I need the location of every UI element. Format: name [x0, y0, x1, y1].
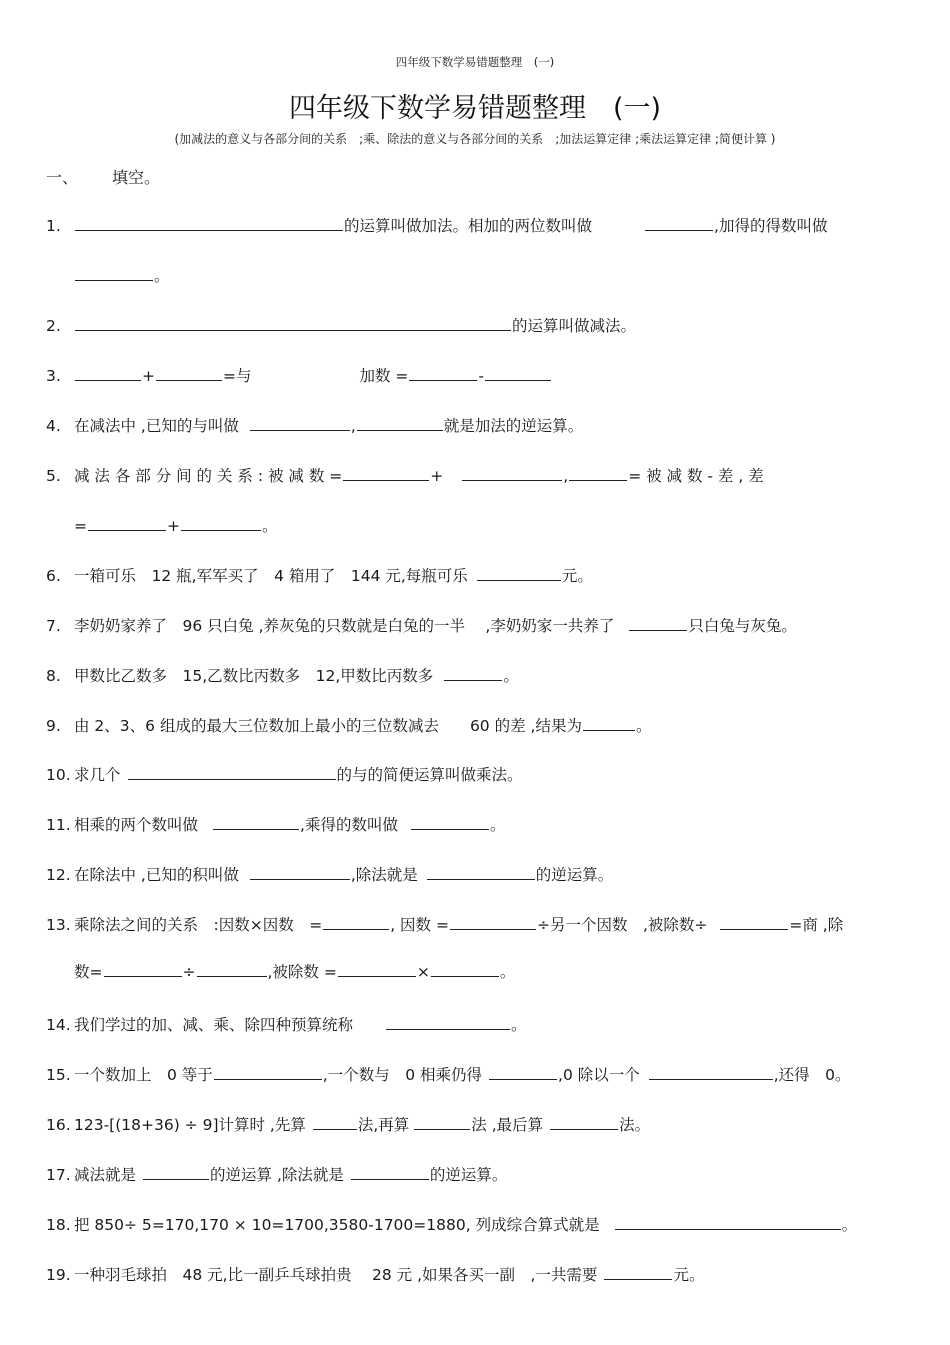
question-text: 甲数比乙数多 15,乙数比丙数多 12,甲数比丙数多: [74, 667, 434, 685]
answer-blank[interactable]: [583, 716, 635, 731]
question-10: [46, 765, 523, 785]
answer-blank[interactable]: [338, 962, 416, 977]
answer-blank[interactable]: [250, 865, 350, 880]
answer-blank[interactable]: [128, 765, 336, 780]
question-text: ,加得的得数叫做: [714, 217, 828, 235]
question-text: 的与的简便运算叫做乘法。: [336, 766, 523, 784]
question-7: [46, 616, 797, 636]
question-text: 的逆运算。: [535, 866, 614, 884]
answer-blank[interactable]: [550, 1115, 618, 1130]
question-text: 一个数加上 0 等于: [74, 1066, 213, 1084]
question-text: 在除法中 ,已知的积叫做: [74, 866, 239, 884]
answer-blank[interactable]: [431, 962, 499, 977]
question-text: 求几个: [74, 766, 121, 784]
question-4: [46, 416, 583, 436]
answer-blank[interactable]: [720, 915, 788, 930]
question-text: =与: [223, 367, 252, 385]
page-title: 四年级下数学易错题整理 (一): [288, 93, 662, 124]
question-number: 13.: [46, 916, 71, 934]
question-number: 14.: [46, 1016, 71, 1034]
question-text: ,被除数 =: [267, 963, 337, 981]
answer-blank[interactable]: [343, 466, 429, 481]
answer-blank[interactable]: [489, 1065, 557, 1080]
answer-blank[interactable]: [444, 666, 502, 681]
answer-blank[interactable]: [645, 216, 713, 231]
answer-blank[interactable]: [351, 1165, 429, 1180]
question-number: 1.: [46, 217, 61, 235]
answer-blank[interactable]: [181, 516, 261, 531]
section-number: 一、: [46, 168, 79, 187]
question-text: 李奶奶家养了 96 只白兔 ,养灰兔的只数就是白兔的一半 ,李奶奶家一共养了: [74, 617, 615, 635]
question-number: 2.: [46, 317, 61, 335]
answer-blank[interactable]: [313, 1115, 357, 1130]
question-18: [46, 1215, 857, 1235]
question-5-continued: [46, 516, 278, 536]
answer-blank[interactable]: [462, 466, 562, 481]
answer-blank[interactable]: [75, 266, 153, 281]
question-number: 15.: [46, 1066, 71, 1084]
question-text: 。: [635, 717, 652, 735]
question-text: 。: [511, 1016, 527, 1034]
question-text: ,0 除以一个: [558, 1066, 640, 1084]
question-text: -: [478, 367, 485, 385]
question-1-continued: [46, 266, 170, 286]
question-number: 18.: [46, 1216, 71, 1234]
question-text: 加数 =: [359, 367, 409, 385]
question-text: , 因数 =: [390, 916, 449, 934]
section-heading: [46, 165, 160, 188]
question-8: [46, 666, 519, 686]
question-text: 。: [503, 667, 519, 685]
question-text: 。: [154, 267, 170, 285]
question-text: 我们学过的加、减、乘、除四种预算统称: [74, 1016, 354, 1034]
question-text: 减法就是: [74, 1166, 137, 1184]
answer-blank[interactable]: [604, 1265, 672, 1280]
question-text: 的运算叫做减法。: [512, 317, 637, 335]
section-text: 填空。: [112, 168, 161, 187]
question-number: 19.: [46, 1266, 71, 1284]
question-11: [46, 815, 505, 835]
question-number: 4.: [46, 417, 61, 435]
answer-blank[interactable]: [143, 1165, 209, 1180]
answer-blank[interactable]: [156, 366, 222, 381]
answer-blank[interactable]: [414, 1115, 470, 1130]
answer-blank[interactable]: [477, 566, 561, 581]
question-text: 在减法中 ,已知的与叫做: [74, 417, 239, 435]
question-text: 法,再算: [357, 1116, 410, 1134]
question-text: =商 ,除: [789, 916, 844, 934]
question-text: 相乘的两个数叫做: [74, 816, 199, 834]
question-2: [46, 316, 636, 336]
answer-blank[interactable]: [427, 865, 535, 880]
question-1: [46, 216, 827, 236]
question-text: 只白兔与灰兔。: [688, 617, 797, 635]
answer-blank[interactable]: [323, 915, 389, 930]
question-text: 把 850÷ 5=170,170 × 10=1700,3580-1700=1880, 列成综合算式就是: [74, 1216, 600, 1234]
question-number: 7.: [46, 617, 61, 635]
answer-blank[interactable]: [569, 466, 627, 481]
question-text: =: [74, 517, 87, 535]
question-number: 5.: [46, 467, 61, 485]
question-12: [46, 865, 613, 885]
question-14: [46, 1015, 527, 1035]
question-text: +: [430, 467, 444, 485]
answer-blank[interactable]: [197, 962, 267, 977]
question-text: ,除法就是: [350, 866, 418, 884]
question-3: [46, 366, 552, 386]
question-number: 6.: [46, 567, 61, 585]
answer-blank[interactable]: [104, 962, 182, 977]
answer-blank[interactable]: [88, 516, 166, 531]
question-text: 由 2、3、6 组成的最大三位数加上最小的三位数减去 60 的差 ,结果为: [74, 717, 582, 735]
question-number: 11.: [46, 816, 71, 834]
question-number: 10.: [46, 766, 71, 784]
question-text: ,乘得的数叫做: [300, 816, 398, 834]
question-5: [46, 466, 764, 486]
question-text: 。: [489, 816, 506, 834]
answer-blank[interactable]: [75, 316, 511, 331]
question-number: 8.: [46, 667, 61, 685]
question-text: 一种羽毛球拍 48 元,比一副乒乓球拍贵 28 元 ,如果各买一副 ,一共需要: [74, 1266, 598, 1284]
question-16: [46, 1115, 650, 1135]
question-text: ,: [563, 467, 569, 485]
answer-blank[interactable]: [250, 416, 350, 431]
question-text: 。: [262, 517, 278, 535]
question-text: ÷另一个因数 ,被除数÷: [536, 916, 708, 934]
question-text: +: [142, 367, 155, 385]
question-text: 123-[(18+36) ÷ 9]计算时 ,先算: [74, 1116, 306, 1134]
question-text: ,还得 0。: [773, 1066, 851, 1084]
answer-blank[interactable]: [629, 616, 687, 631]
question-text: 一箱可乐 12 瓶,军军买了 4 箱用了 144 元,每瓶可乐: [74, 567, 468, 585]
answer-blank[interactable]: [649, 1065, 773, 1080]
question-6: [46, 566, 593, 586]
question-text: 的逆运算 ,除法就是: [210, 1166, 344, 1184]
question-text: ,: [350, 417, 356, 435]
answer-blank[interactable]: [214, 1065, 322, 1080]
question-text: 减 法 各 部 分 间 的 关 系 : 被 减 数 =: [74, 467, 343, 485]
answer-blank[interactable]: [411, 815, 489, 830]
question-text: 。: [841, 1216, 858, 1234]
page-subtitle: (加减法的意义与各部分间的关系 ;乘、除法的意义与各部分间的关系 ;加法运算定律 ;乘法运算定律 ;简便计算 ): [174, 132, 776, 146]
answer-blank[interactable]: [357, 416, 443, 431]
question-number: 3.: [46, 367, 61, 385]
question-text: 的运算叫做加法。相加的两位数叫做: [344, 217, 593, 235]
question-17: [46, 1165, 507, 1185]
answer-blank[interactable]: [450, 915, 536, 930]
question-text: ,一个数与 0 相乘仍得: [322, 1066, 483, 1084]
question-text: = 被 减 数 - 差 , 差: [628, 467, 764, 485]
question-text: 乘除法之间的关系 :因数×因数 =: [74, 916, 323, 934]
question-text: 法。: [619, 1116, 651, 1134]
question-13-continued: [46, 962, 515, 982]
question-15: [46, 1065, 851, 1085]
question-number: 17.: [46, 1166, 71, 1184]
question-text: 法 ,最后算: [471, 1116, 544, 1134]
question-text: +: [167, 517, 180, 535]
answer-blank[interactable]: [409, 366, 477, 381]
question-text: 元。: [561, 567, 593, 585]
question-text: ÷: [182, 963, 196, 981]
question-number: 9.: [46, 717, 61, 735]
answer-blank[interactable]: [75, 366, 141, 381]
running-head: 四年级下数学易错题整理 (一): [395, 55, 555, 69]
question-text: 元。: [673, 1266, 705, 1284]
question-text: 就是加法的逆运算。: [443, 417, 584, 435]
question-9: [46, 716, 651, 736]
question-13: [46, 915, 843, 935]
question-text: 的逆运算。: [429, 1166, 508, 1184]
question-text: 数=: [74, 963, 103, 981]
answer-blank[interactable]: [615, 1215, 841, 1230]
question-text: ×: [416, 963, 430, 981]
answer-blank[interactable]: [485, 366, 551, 381]
answer-blank[interactable]: [386, 1015, 510, 1030]
question-19: [46, 1265, 704, 1285]
answer-blank[interactable]: [213, 815, 299, 830]
question-number: 12.: [46, 866, 71, 884]
question-number: 16.: [46, 1116, 71, 1134]
question-text: 。: [499, 963, 516, 981]
answer-blank[interactable]: [75, 216, 343, 231]
